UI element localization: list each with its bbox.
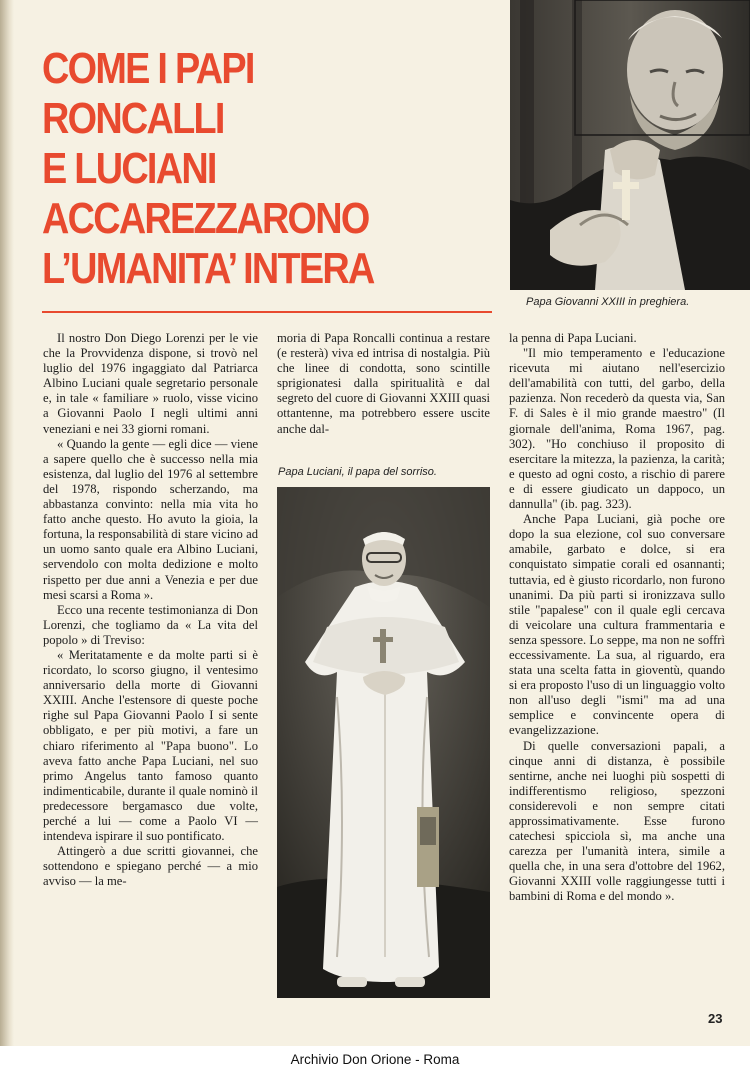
paragraph: Attingerò a due scritti giovannei, che sottendono e spiegano perché — a mio avviso — la me- — [43, 844, 258, 889]
headline-rule — [42, 311, 492, 313]
headline-line: L’UMANITA’ INTERA — [42, 244, 374, 293]
paragraph: Il nostro Don Diego Lorenzi per le vie che la Provvidenza dispone, si trovò nel luglio del 1976 ingaggiato dal Patriarca Albino Luciani quale segretario personale e, in tale « familiare » ruolo, visse vicino a Giovanni Paolo I negli ultimi anni veneziani e nei 33 giorni romani. — [43, 331, 258, 436]
paragraph: « Quando la gente — egli dice — viene a sapere quello che è successo nella mia esistenza, dal luglio del 1976 al settembre del 1978, rispondo scherzando, ma abbastanza convinto: nella mia vita ho fatto anche questo. Ho avuto la gioia, la fortuna, la responsabilità di stare vicino ad un uomo santo quale era Albino Luciani, servendolo con molta dedizione e molto rispetto per due anni a Venezia e per due mesi scarsi a Roma ». — [43, 436, 258, 602]
paragraph: « Meritatamente e da molte parti si è ricordato, lo scorso giugno, il ventesimo anniversario della morte di Giovanni XXIII. Anche l'estensore di queste poche righe sul Papa Giovanni Paolo I si sente obbligato, e per più motivi, a fare un chiaro riferimento al "Papa buono". Lo aveva fatto anche Papa Luciani, nel suo primo Angelus tanto famoso quanto indimenticabile, durante il quale nominò il predecessore bergamasco due volte, perché a lui — come a Paolo VI — intendeva ispirare il suo pontificato. — [43, 647, 258, 844]
headline-line: E LUCIANI — [42, 144, 216, 193]
archive-footer: Archivio Don Orione - Roma — [0, 1046, 750, 1074]
article-headline — [42, 44, 446, 294]
photo-caption: Papa Luciani, il papa del sorriso. — [278, 466, 437, 478]
headline-line: COME I PAPI — [42, 44, 254, 93]
text-column-2 — [277, 331, 490, 437]
paragraph: la penna di Papa Luciani. — [509, 331, 637, 345]
photo-giovanni-xxiii — [510, 0, 750, 290]
headline-line: RONCALLI — [42, 94, 224, 143]
photo-caption: Papa Giovanni XXIII in preghiera. — [526, 296, 690, 308]
paragraph: Di quelle conversazioni papali, a cinque anni di distanza, è possibile sentirne, anche nei luoghi più sospetti di indifferentismo religioso, spezzoni considerevoli e non sempre citati approssimativamente. Esse furono catechesi spicciola sì, ma anche una carezza per l'umanità intera, simile a quella che, in una sera d'ottobre del 1962, Giovanni XXIII volle raggiungesse tutti i bambini di Roma e del mondo ». — [509, 738, 725, 904]
page-spine-shadow — [0, 0, 14, 1046]
paragraph: moria di Papa Roncalli continua a restare (e resterà) viva ed intrisa di nostalgia. Più che linee di condotta, sono scintille sprigionatesi dalla spiritualità e dal segreto del cuore di Giovanni XXIII quasi ottantenne, ma potrebbero essere uscite anche dal- — [277, 331, 490, 436]
text-column-1 — [43, 331, 258, 889]
paragraph: Ecco una recente testimonianza di Don Lorenzi, che togliamo da « La vita del popolo » di Treviso: — [43, 602, 258, 647]
page-number: 23 — [708, 1011, 723, 1026]
text-column-3 — [509, 331, 725, 905]
paragraph: "Il mio temperamento e l'educazione ricevuta mi aiutano nell'esercizio dell'amabilità con tutti, del garbo, della pazienza. Non recederò da questa via, San F. di Sales è il mio grande maestro" (Il giornale dell'anima, Roma 1967, pag. 302). "Ho conchiuso il proposito di esercitare la mitezza, la pazienza, la carità; e questo ad ogni costo, a rischio di parere e di essere giudicato un dappoco, un dannulla" (ib. pag. 323). — [509, 346, 725, 512]
photo-papa-luciani — [277, 487, 490, 998]
headline-line: ACCAREZZARONO — [42, 194, 369, 243]
paragraph: Anche Papa Luciani, già poche ore dopo la sua elezione, col suo conversare amabile, garbato e dolce, si era conquistato simpatie corali ed osannanti; tuttavia, ed è giusto ricordarlo, non furono unanimi. Da più parti si ironizzava sullo stile "papalese" con il quale egli cercava di veicolare una cultura frammentaria e senza spessore. Lo seppe, ma non ne soffrì eccessivamente. La sua, al riguardo, era stata una scelta fatta in gioventù, quando si era proposto l'uso di un linguaggio volto non all'uso degli "ismi" ma ad una semplice e convincente opera di evangelizzazione. — [509, 512, 725, 738]
